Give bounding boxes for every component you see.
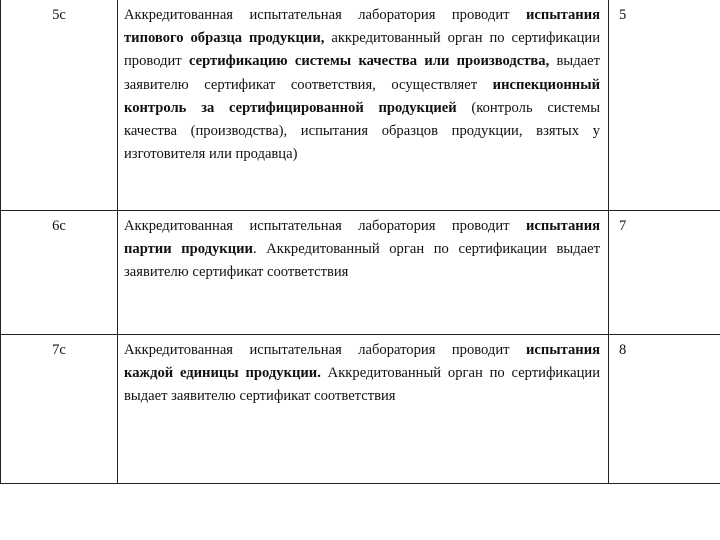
description-text: Аккредитованная испытательная лаборатория проводит bbox=[124, 7, 526, 23]
description-text: (контроль системы качества (производства), испытания образцов продукции, взятых у изготовителя или продавца) bbox=[124, 99, 600, 163]
scheme-description-cell bbox=[118, 211, 609, 335]
scheme-code-cell: 7с bbox=[1, 335, 118, 484]
description-bold-text: сертификацию системы качества или производства, bbox=[188, 53, 550, 70]
table-row bbox=[1, 335, 720, 484]
page-number-cell: 7 bbox=[609, 211, 720, 335]
description-text: Аккредитованная испытательная лаборатория проводит bbox=[124, 218, 526, 234]
scheme-description-cell bbox=[118, 335, 609, 484]
scheme-code-cell: 6с bbox=[1, 211, 118, 335]
scheme-description-cell bbox=[118, 0, 609, 211]
page-number-cell: 8 bbox=[609, 335, 720, 484]
description-text: Аккредитованный орган по сертификации выдает заявителю сертификат соответствия bbox=[124, 365, 601, 405]
page-number-cell: 5 bbox=[609, 0, 720, 211]
description-text: выдает заявителю сертификат соответствия, осуществляет bbox=[124, 53, 600, 93]
table-row bbox=[1, 211, 720, 335]
description-bold-text: испытания каждой единицы продукции. bbox=[124, 342, 600, 382]
description-text: . Аккредитованный орган по сертификации выдает заявителю сертификат соответствия bbox=[124, 241, 600, 281]
description-bold-text: испытания типового образца продукции, bbox=[124, 7, 600, 47]
description-text: аккредитованный орган по сертификации проводит bbox=[124, 30, 601, 70]
scheme-code-cell: 5с bbox=[1, 0, 118, 211]
table-row bbox=[1, 0, 720, 211]
description-text: Аккредитованная испытательная лаборатория проводит bbox=[124, 342, 526, 358]
description-bold-text: испытания партии продукции bbox=[124, 218, 600, 258]
description-bold-text: инспекционный контроль за сертифицированной продукцией bbox=[124, 76, 600, 116]
